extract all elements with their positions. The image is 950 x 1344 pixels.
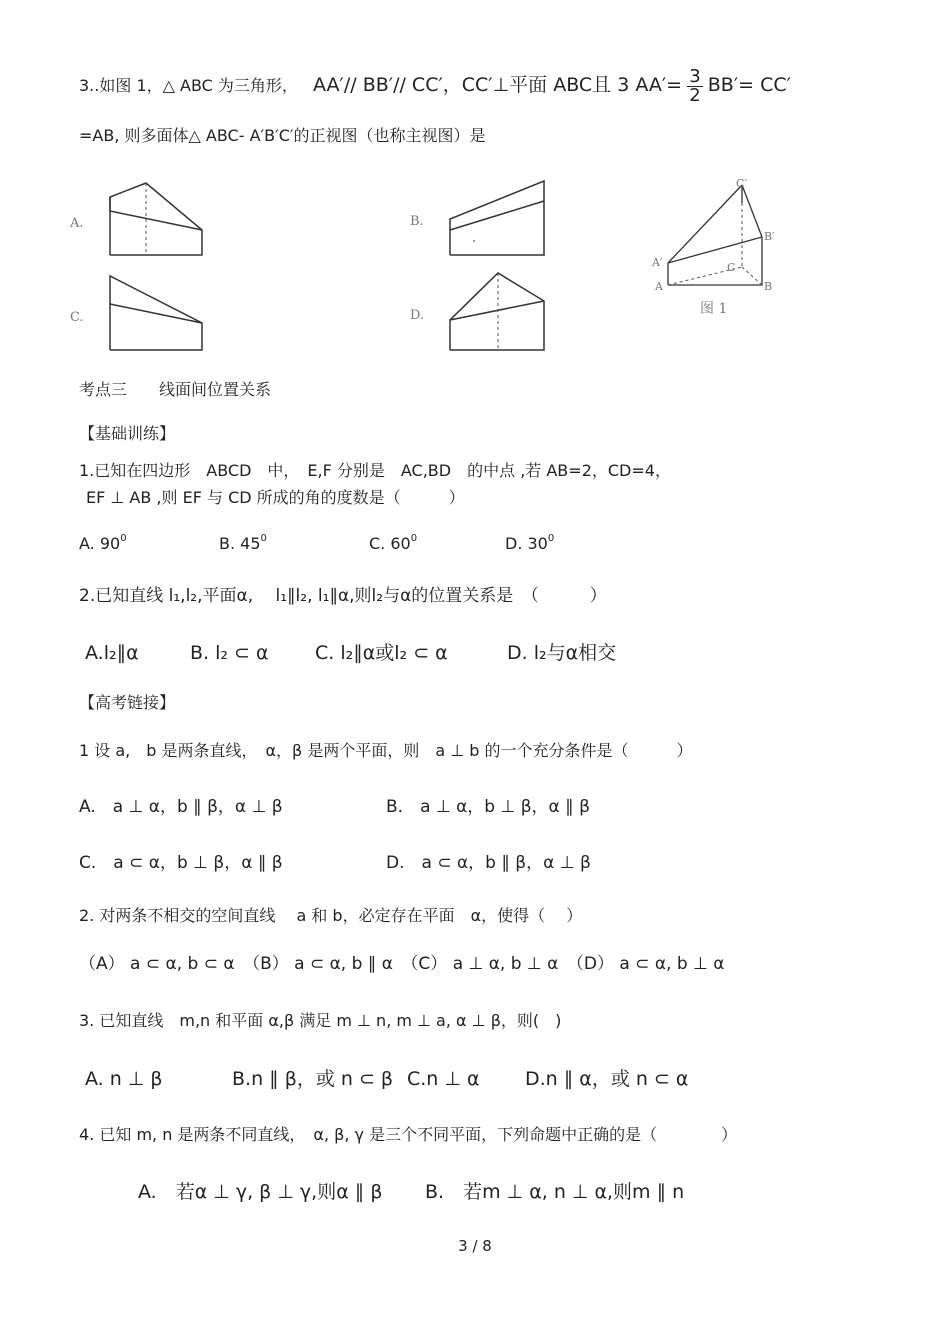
fig1-label-c: C <box>727 261 736 274</box>
g3-option-c: C.n ⊥ α <box>407 1068 480 1090</box>
g3-option-b: B.n ∥ β，或 n ⊂ β <box>232 1068 394 1090</box>
b1-option-b-deg: 0 <box>260 533 267 544</box>
g1-option-d: D. a ⊂ α，b ∥ β，α ⊥ β <box>386 853 591 873</box>
fig1-label-a: A <box>655 280 663 293</box>
b1-line1: 1.已知在四边形 ABCD 中， E,F 分别是 AC,BD 的中点 ,若 AB=2，CD=4， <box>79 461 671 480</box>
g2-stem: 2. 对两条不相交的空间直线 a 和 b，必定存在平面 α，使得（ ） <box>79 906 583 925</box>
b1-option-a-deg: 0 <box>120 533 127 544</box>
fig1-label-b: B <box>764 280 773 293</box>
b1-option-c <box>369 534 417 557</box>
g3-stem: 3. 已知直线 m,n 和平面 α,β 满足 m ⊥ n, m ⊥ a, α ⊥ β，则( ) <box>79 1011 562 1030</box>
b1-option-d <box>505 534 554 557</box>
g4-option-a: A. 若α ⊥ γ, β ⊥ γ,则α ∥ β <box>138 1181 383 1203</box>
q3-option-a-figure <box>100 175 210 265</box>
q3-fraction <box>687 68 702 105</box>
q3-option-d-figure <box>440 265 555 355</box>
b1-option-b-text: B. 45 <box>219 534 261 553</box>
g1-stem: 1 设 a, b 是两条直线， α，β 是两个平面，则 a ⊥ b 的一个充分条件是（ ） <box>79 741 693 760</box>
q3-figure-1 <box>650 175 780 300</box>
q3-frac-num: 3 <box>689 66 701 87</box>
b1-line2: EF ⊥ AB ,则 EF 与 CD 所成的角的度数是（ ） <box>86 488 465 507</box>
fig1-label-c1: C′ <box>736 177 747 190</box>
b2-option-a: A.l₂∥α <box>85 642 139 664</box>
basic-training-heading: 【基础训练】 <box>79 424 176 443</box>
q3-option-c-label: C. <box>70 310 84 325</box>
b1-option-b <box>219 534 267 557</box>
q3-option-c-figure <box>100 268 210 358</box>
g2-options: （A） a ⊂ α, b ⊂ α （B） a ⊂ α, b ∥ α （C） a ⊥ α, b ⊥ α （D） a ⊂ α, b ⊥ α <box>79 954 725 974</box>
q3-line2: =AB, 则多面体△ ABC- A′B′C′的正视图（也称主视图）是 <box>79 126 486 145</box>
g1-option-a: A. a ⊥ α，b ∥ β，α ⊥ β <box>79 797 283 817</box>
b1-option-d-deg: 0 <box>547 533 555 544</box>
g4-stem: 4. 已知 m, n 是两条不同直线， α, β, γ 是三个不同平面，下列命题中正确的是（ ） <box>79 1125 738 1144</box>
g3-option-a: A. n ⊥ β <box>85 1068 163 1090</box>
gaokao-heading: 【高考链接】 <box>79 693 176 712</box>
section-title: 考点三 线面间位置关系 <box>79 380 272 399</box>
q3-option-b-label: B. <box>410 214 424 229</box>
b2-option-c: C. l₂∥α或l₂ ⊂ α <box>315 642 448 664</box>
fig1-caption: 图 1 <box>700 301 728 317</box>
q3-option-d-label: D. <box>410 308 425 323</box>
g1-option-b: B. a ⊥ α，b ⊥ β，α ∥ β <box>386 797 590 817</box>
b2-option-b: B. l₂ ⊂ α <box>190 642 269 664</box>
g3-option-d: D.n ∥ α，或 n ⊂ α <box>525 1068 689 1090</box>
b1-option-c-text: C. 60 <box>369 534 411 553</box>
g1-option-c: C. a ⊂ α，b ⊥ β，α ∥ β <box>79 853 283 873</box>
q3-line1-a: 3..如图 1，△ ABC 为三角形， <box>79 76 298 95</box>
b2-option-d: D. l₂与α相交 <box>507 642 617 664</box>
b1-option-a <box>79 534 127 557</box>
page-number: 3 / 8 <box>458 1237 492 1255</box>
g4-option-b: B. 若m ⊥ α, n ⊥ α,则m ∥ n <box>425 1181 685 1203</box>
q3-frac-den: 2 <box>689 85 701 106</box>
fig1-label-b1: B′ <box>764 230 775 243</box>
b1-option-c-deg: 0 <box>410 533 418 544</box>
b1-option-d-text: D. 30 <box>505 534 548 553</box>
q3-option-b-figure <box>440 175 555 260</box>
q3-option-a-label: A. <box>70 216 84 231</box>
b2-stem: 2.已知直线 l₁,l₂,平面α, l₁∥l₂, l₁∥α,则l₂与α的位置关系是 （ ） <box>79 586 607 606</box>
q3-line1-c: BB′= CC′ <box>707 74 791 96</box>
q3-line1-b: AA′// BB′// CC′，CC′⊥平面 ABC且 3 AA′= <box>313 74 683 96</box>
q3-line1 <box>79 68 791 105</box>
b1-option-a-text: A. 90 <box>79 534 121 553</box>
fig1-label-a1: A′ <box>652 256 663 269</box>
